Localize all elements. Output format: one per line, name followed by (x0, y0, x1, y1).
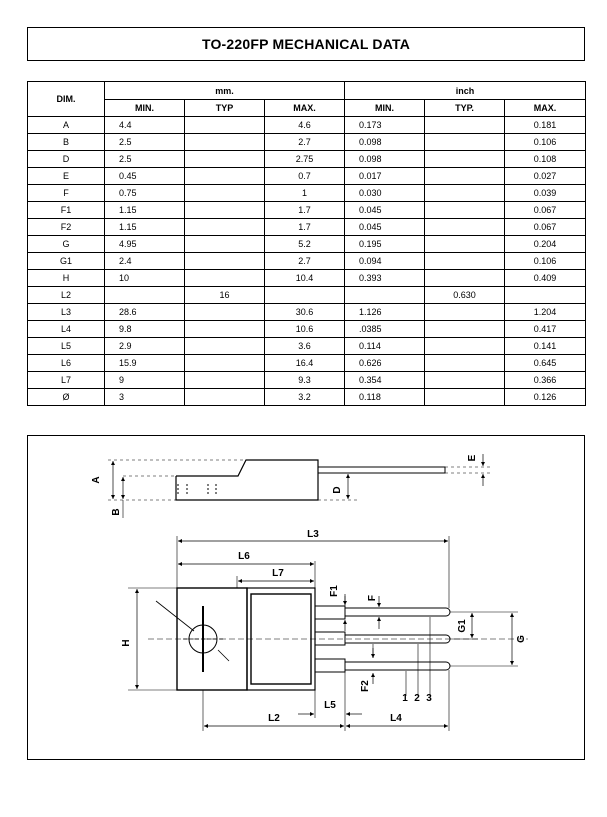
value-cell: 9.8 (105, 321, 185, 338)
value-cell: 0.094 (345, 253, 425, 270)
value-cell: 0.393 (345, 270, 425, 287)
value-cell (185, 202, 265, 219)
label-G1: G1 (457, 619, 468, 633)
value-cell: 0.195 (345, 236, 425, 253)
label-H: H (121, 639, 132, 647)
value-cell (185, 219, 265, 236)
value-cell (425, 355, 505, 372)
value-cell: 1.126 (345, 304, 425, 321)
inch-group-header: inch (345, 82, 586, 100)
value-cell: 30.6 (265, 304, 345, 321)
dim-cell: B (28, 134, 105, 151)
value-cell: 3.6 (265, 338, 345, 355)
value-cell (185, 338, 265, 355)
table-row (28, 219, 586, 236)
dim-cell: G (28, 236, 105, 253)
value-cell (185, 321, 265, 338)
value-cell (425, 117, 505, 134)
label-L2: L2 (268, 713, 280, 724)
value-cell: 0.106 (505, 253, 586, 270)
label-E: E (467, 454, 478, 462)
table-row (28, 270, 586, 287)
value-cell (425, 219, 505, 236)
page-title: TO-220FP MECHANICAL DATA (201, 36, 411, 52)
value-cell: 28.6 (105, 304, 185, 321)
label-pin-2: 2 (414, 693, 420, 704)
table-row (28, 117, 586, 134)
table-row (28, 355, 586, 372)
dim-cell: L5 (28, 338, 105, 355)
value-cell: 3.2 (265, 389, 345, 406)
value-cell (425, 151, 505, 168)
label-D: D (332, 486, 343, 494)
table-row (28, 151, 586, 168)
label-L6: L6 (238, 551, 250, 562)
value-cell: 0.017 (345, 168, 425, 185)
value-cell: 2.5 (105, 134, 185, 151)
value-cell (185, 253, 265, 270)
value-cell (185, 236, 265, 253)
value-cell: 0.027 (505, 168, 586, 185)
value-cell: 0.141 (505, 338, 586, 355)
value-cell: 0.45 (105, 168, 185, 185)
value-cell (425, 270, 505, 287)
dim-cell: L2 (28, 287, 105, 304)
value-cell: 0.098 (345, 151, 425, 168)
side-view (108, 454, 493, 518)
value-cell: 9.3 (265, 372, 345, 389)
value-cell: 2.5 (105, 151, 185, 168)
value-cell: 10.6 (265, 321, 345, 338)
value-cell: 1.15 (105, 202, 185, 219)
value-cell: 15.9 (105, 355, 185, 372)
value-cell: 2.4 (105, 253, 185, 270)
column-header: MAX. (505, 100, 586, 117)
dim-header: DIM. (28, 82, 105, 117)
value-cell: 0.417 (505, 321, 586, 338)
column-header: TYP (185, 100, 265, 117)
value-cell: 0.045 (345, 219, 425, 236)
label-L4: L4 (390, 713, 402, 724)
mm-group-header: mm. (105, 82, 345, 100)
value-cell: 10 (105, 270, 185, 287)
label-G: G (516, 635, 527, 643)
label-L3: L3 (307, 529, 319, 540)
value-cell (425, 134, 505, 151)
value-cell (425, 236, 505, 253)
dim-cell: F1 (28, 202, 105, 219)
value-cell: 0.204 (505, 236, 586, 253)
value-cell: 5.2 (265, 236, 345, 253)
value-cell (185, 270, 265, 287)
value-cell: 0.030 (345, 185, 425, 202)
label-L5: L5 (324, 700, 336, 711)
value-cell: 0.045 (345, 202, 425, 219)
value-cell: 16.4 (265, 355, 345, 372)
value-cell (425, 389, 505, 406)
value-cell: 4.95 (105, 236, 185, 253)
value-cell: 2.75 (265, 151, 345, 168)
dim-cell: L6 (28, 355, 105, 372)
value-cell (185, 355, 265, 372)
value-cell: 0.106 (505, 134, 586, 151)
value-cell: 0.039 (505, 185, 586, 202)
dim-cell: A (28, 117, 105, 134)
value-cell: 0.366 (505, 372, 586, 389)
value-cell: 0.354 (345, 372, 425, 389)
table-row (28, 287, 586, 304)
value-cell: 2.7 (265, 253, 345, 270)
column-header: TYP. (425, 100, 505, 117)
value-cell (345, 287, 425, 304)
value-cell (425, 304, 505, 321)
value-cell (425, 321, 505, 338)
value-cell: 9 (105, 372, 185, 389)
value-cell: 0.126 (505, 389, 586, 406)
value-cell (425, 338, 505, 355)
title-box (27, 27, 585, 61)
value-cell: 0.114 (345, 338, 425, 355)
value-cell: 4.4 (105, 117, 185, 134)
column-header: MIN. (105, 100, 185, 117)
value-cell (185, 151, 265, 168)
value-cell: 0.75 (105, 185, 185, 202)
value-cell: 1 (265, 185, 345, 202)
value-cell: 0.098 (345, 134, 425, 151)
value-cell (425, 168, 505, 185)
dim-cell: Ø (28, 389, 105, 406)
value-cell (425, 202, 505, 219)
value-cell (425, 253, 505, 270)
value-cell (425, 185, 505, 202)
table-row (28, 372, 586, 389)
value-cell: 0.409 (505, 270, 586, 287)
value-cell: 0.173 (345, 117, 425, 134)
drawing-svg (28, 436, 586, 761)
label-pin-3: 3 (426, 693, 432, 704)
value-cell: 0.7 (265, 168, 345, 185)
value-cell: 3 (105, 389, 185, 406)
table-row (28, 304, 586, 321)
column-header: MAX. (265, 100, 345, 117)
value-cell (425, 372, 505, 389)
label-pin-1: 1 (402, 693, 408, 704)
value-cell: 1.204 (505, 304, 586, 321)
table-row (28, 202, 586, 219)
mechanical-data-table (27, 81, 586, 406)
value-cell: 0.067 (505, 219, 586, 236)
value-cell: 1.15 (105, 219, 185, 236)
table-row (28, 168, 586, 185)
value-cell: 0.630 (425, 287, 505, 304)
dim-cell: E (28, 168, 105, 185)
value-cell: 1.7 (265, 202, 345, 219)
value-cell (105, 287, 185, 304)
value-cell (185, 389, 265, 406)
label-A: A (91, 476, 102, 484)
value-cell: 2.9 (105, 338, 185, 355)
column-header: MIN. (345, 100, 425, 117)
dim-cell: F2 (28, 219, 105, 236)
value-cell: 2.7 (265, 134, 345, 151)
value-cell (505, 287, 586, 304)
value-cell (185, 134, 265, 151)
table-row (28, 253, 586, 270)
table-row (28, 134, 586, 151)
label-L7: L7 (272, 568, 284, 579)
value-cell: 0.645 (505, 355, 586, 372)
label-F: F (367, 594, 378, 602)
value-cell (185, 185, 265, 202)
dim-cell: H (28, 270, 105, 287)
label-F1: F1 (329, 585, 340, 597)
value-cell: .0385 (345, 321, 425, 338)
dim-cell: L3 (28, 304, 105, 321)
value-cell: 1.7 (265, 219, 345, 236)
mechanical-drawing (27, 435, 585, 760)
label-F2: F2 (360, 680, 371, 692)
value-cell (265, 287, 345, 304)
table-row (28, 236, 586, 253)
value-cell: 16 (185, 287, 265, 304)
label-B: B (111, 508, 122, 516)
value-cell: 0.626 (345, 355, 425, 372)
value-cell (185, 304, 265, 321)
dim-cell: F (28, 185, 105, 202)
dim-cell: L7 (28, 372, 105, 389)
table-row (28, 389, 586, 406)
value-cell (185, 372, 265, 389)
dim-cell: G1 (28, 253, 105, 270)
table-row (28, 338, 586, 355)
dim-cell: D (28, 151, 105, 168)
table-row (28, 185, 586, 202)
dim-cell: L4 (28, 321, 105, 338)
value-cell: 0.118 (345, 389, 425, 406)
table-row (28, 321, 586, 338)
value-cell (185, 117, 265, 134)
value-cell: 4.6 (265, 117, 345, 134)
value-cell: 0.181 (505, 117, 586, 134)
value-cell (185, 168, 265, 185)
value-cell: 0.108 (505, 151, 586, 168)
value-cell: 0.067 (505, 202, 586, 219)
value-cell: 10.4 (265, 270, 345, 287)
